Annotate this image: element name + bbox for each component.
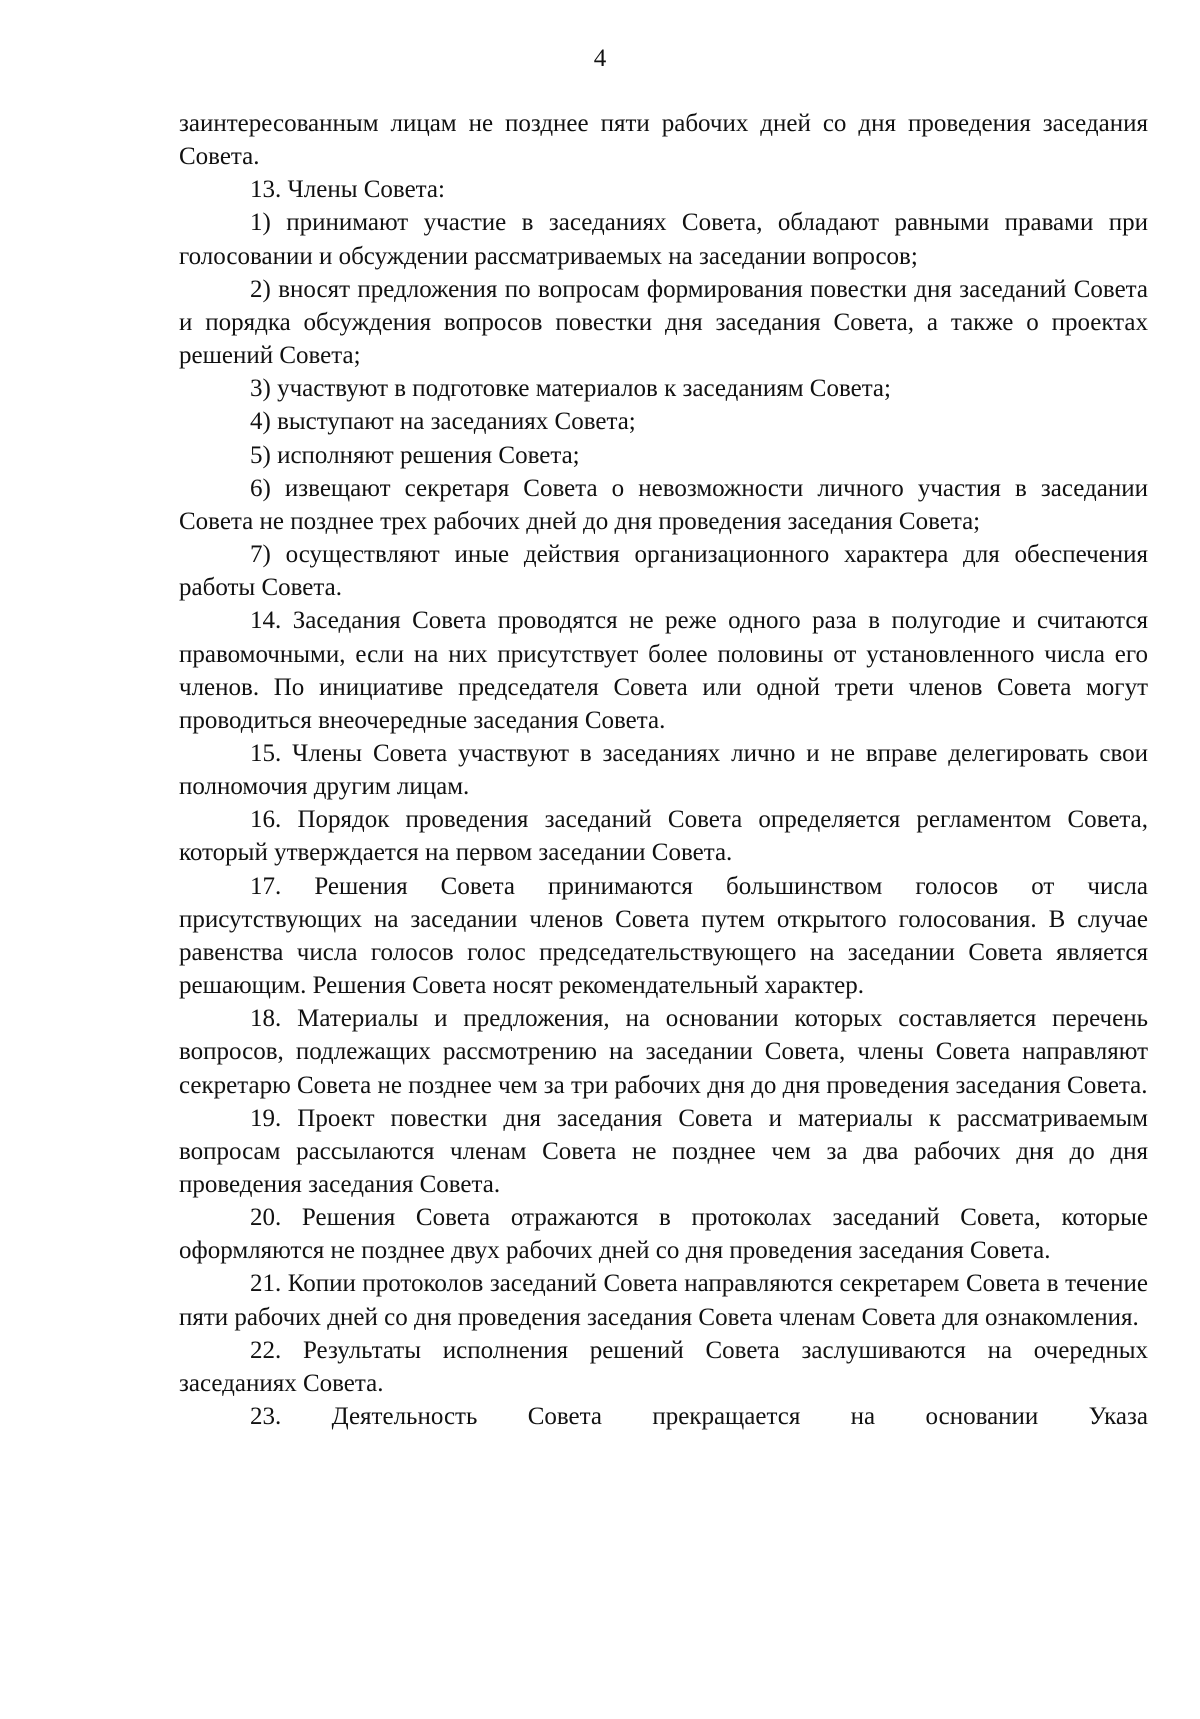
paragraph-item-23: 23. Деятельность Совета прекращается на основании Указа [250,1403,1148,1431]
paragraph-item-14: 14. Заседания Совета проводятся не реже одного раза в полугодие и считаются правомочными, если на них присутствует более половины от установленного числа его членов. По инициативе председателя Совета или одной трети членов Совета могут проводиться внеочередные заседания Совета. [179,607,1148,734]
paragraph-subitem-1: 1) принимают участие в заседаниях Совета, обладают равными правами при голосовании и обсуждении рассматриваемых на заседании вопросов; [179,209,1148,270]
paragraph-item-21: 21. Копии протоколов заседаний Совета направляются секретарем Совета в течение пяти рабочих дней со дня проведения заседания Совета членам Совета для ознакомления. [179,1270,1148,1331]
document-body [179,107,1148,1433]
paragraph-subitem-7: 7) осуществляют иные действия организационного характера для обеспечения работы Совета. [179,541,1148,602]
paragraph-item-20: 20. Решения Совета отражаются в протоколах заседаний Совета, которые оформляются не позднее двух рабочих дней со дня проведения заседания Совета. [179,1204,1148,1265]
paragraph-subitem-5: 5) исполняют решения Совета; [250,441,580,469]
page-number: 4 [593,45,607,72]
paragraph-item-18: 18. Материалы и предложения, на основании которых составляется перечень вопросов, подлежащих рассмотрению на заседании Совета, члены Совета направляют секретарю Совета не позднее чем за три рабочих дня до дня проведения заседания Совета. [179,1005,1148,1099]
paragraph-item-17: 17. Решения Совета принимаются большинством голосов от числа присутствующих на заседании членов Совета путем открытого голосования. В случае равенства числа голосов голос председательствующего на заседании Совета является решающим. Решения Совета носят рекомендательный характер. [179,872,1148,1000]
paragraph-item-16: 16. Порядок проведения заседаний Совета определяется регламентом Совета, который утверждается на первом заседании Совета. [179,806,1148,867]
paragraph-subitem-4: 4) выступают на заседаниях Совета; [250,408,636,436]
paragraph-subitem-3: 3) участвуют в подготовке материалов к заседаниям Совета; [250,375,891,403]
paragraph-item-13: 13. Члены Совета: [250,176,445,204]
paragraph-item-15: 15. Члены Совета участвуют в заседаниях лично и не вправе делегировать свои полномочия другим лицам. [179,739,1148,801]
paragraph-subitem-2: 2) вносят предложения по вопросам формирования повестки дня заседаний Совета и порядка обсуждения вопросов повестки дня заседания Совета, а также о проектах решений Совета; [179,275,1148,370]
paragraph-item-22: 22. Результаты исполнения решений Совета заслушиваются на очередных заседаниях Совета. [179,1336,1148,1397]
paragraph-item-19: 19. Проект повестки дня заседания Совета и материалы к рассматриваемым вопросам рассылаются членам Совета не позднее чем за два рабочих дня до дня проведения заседания Совета. [179,1104,1148,1198]
paragraph-subitem-6: 6) извещают секретаря Совета о невозможности личного участия в заседании Совета не позднее трех рабочих дней до дня проведения заседания Совета; [179,474,1148,535]
paragraph-continuation: заинтересованным лицам не позднее пяти рабочих дней со дня проведения заседания Совета. [179,110,1148,171]
